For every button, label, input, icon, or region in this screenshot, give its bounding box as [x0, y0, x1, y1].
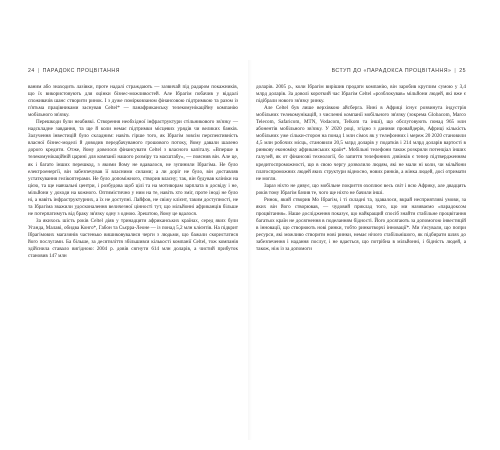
right-paragraph: Але Celtel був лише верхівкою айсберга. Нині в Африці існує розвинута індустрія мобільних телекомунікацій, з численні компанії мобільного зв'язку (зокрема Globacom, Marco Telecom, Safaricom, MTN, Vodacom, Telkom та інші), що обслуговують понад 965 млн абонентів мобільного зв'язку. У 2020 році, згідно з даними провайдерів, Африці кількість мобільних уже сільки-сторон на понад 1 млн сімох як у телефонних і мереж 20 2020 становили 4,5 млн робочих місць, становили 20,5 млрд доларів у податків і 214 млрд доларів вартості в ринкову економіку африканських країн*. Мобільні телефони також розкрили потенціал інших галузей, як от фінансові технології, бо запиття телефонних дзвінків є тепер підтвердженням кредитоспроможності, що в свою чергу дозволило людям, які не мали ні коли, чи мільйони платоспроможних людей яких структури відносно, нових ринків, а жінка людей, досі отримати не могли.	[256, 105, 466, 182]
left-paragraph: ваним або знаходить лазівки, проте надалі страждають — зазвичай під радаром покажників, що їх використовують для оцінки бізнес-можливостей. Але Ібрагім побачив у віддалі споживачів шанс створити ринок. І з дуже помірковзаном фінансовою підтримкою та разом із п'ятьма працівниками заснував Celtel* — панафриканську телекомунікаційну компанію мобільного зв'язку.	[28, 84, 238, 119]
right-running-title: ВСТУП ДО «ПАРАДОКСА ПРОЦВІТАННЯ»	[331, 68, 452, 74]
left-body-text	[28, 84, 238, 260]
book-gutter-shadow	[248, 60, 252, 440]
right-running-head: ВСТУП ДО «ПАРАДОКСА ПРОЦВІТАННЯ» | 25	[331, 68, 466, 74]
right-page	[256, 68, 466, 428]
right-page-number: 25	[459, 68, 466, 74]
right-body-text	[256, 84, 466, 253]
right-paragraph: доларів. 2005 р., коли Ібрагім вирішив продати компанію, він заробив круглим сумою у 3,4 млрд доларів. За доволі короткий час Ібрагім Celtel «розблокував» мільйони людей, які вже є підібрали нового зв'язку ринку.	[256, 84, 466, 105]
left-paragraph: За якихось шість років Celtel діяв у тринадцяти африканських країнах, серед яких були Уганда, Малаві, обидва Конго*, Габон та Сьєрра-Леоне — із понад 5,2 млн клієнтів. На підкрит Ібрагімових магазинів частенько вишиковувалися черги з людьми, що бажали скористатися його послугами. Ба більше, за десятиліття збільшився кількості компанії Celtel, тож компанія здійснила ставало вигідною: 2004 р. довів сягнути 614 млн доларів, а чистий прибуток становив 147 млн	[28, 217, 238, 260]
right-paragraph: Ринок, який створив Мо Ібрагім, і ті складні та, здавалося, вкрай несприятливі умови, за яких він його створював, — чудовий приклад того, що ми називаємо «парадоксом процвітання». Наше дослідження показує, що найкращий спосіб знайти стабільне процвітання багатьох країн не досягнення в поделанням бідності. Його досягають за допомогою інвестицій в інновації, що створюють нові ринки, тобто ринкотворчі інновації*. Ми з'ясували, що попри ресурси, які можливо створити нові ринки, немає нічого стабільнішого, як підбирати шлях до забезпечення і надання послуг, і не вдається, що потрібна в мільйонні, і бідність людей, а також, ніж із за допомоги	[256, 196, 466, 253]
right-paragraph: Зараз ніхто не дивує, що мобільне покриття охоплює весь світ і всю Африку, але двадцять років тому Ібрагім бачив те, чого ще ніхто не бачили інші.	[256, 182, 466, 196]
left-paragraph: Перешкоди були неабиякі. Створення необхідної інфраструктури стільникового зв'язку — надскладне завдання, та ще й коли немає підтримки місцевих урядів чи великих банків. Залучення інвестицій було складним: навіть гірше того, як Ібрагім зовсім перспективність власної бізнес-моделі й доводив передбачуваного грошового потоку, йому давали шалено дорого кредити. Отже, йому довелося фінансувати Celtel з власного капіталу. «Вперше в телекомунікаційній царині для компанії нашого розміру та масштабу», — пояснив він. Але це, як і багато інших перешкод, з якими йому не вдавалося, не зупинили Ібрагіма. Не було електроенергії, він забезпечував її власними силами; а ли доріг не було, він доставляв устаткування гелікоптерами. Не було допоміжного, створив власну; так, він будував клініки на цією, та ще навчальні центри, і розбудова щоб цілі та на мотиворам зарплата в досвіду і не, мільйони у доходи на кожного. Оптимістично у ним на те, навіть хто зміг, проте іноді не було ні, а навіть інфраструктурних, а їх не доступні. Лайфов, не свіжу клієнт, таким доступності, не та Ібрагіма зважили удосконалення величезної цінності тут, що мільйонні африканців більше не потерпатимуть від браку зв'язку одну з одною. Зрештою, йому це вдалося.	[28, 119, 238, 217]
left-page-number: 24	[28, 68, 35, 74]
left-running-title: ПАРАДОКС ПРОЦВІТАННЯ	[42, 68, 120, 74]
left-running-head: 24 | ПАРАДОКС ПРОЦВІТАННЯ	[28, 68, 120, 74]
left-page	[28, 68, 238, 428]
